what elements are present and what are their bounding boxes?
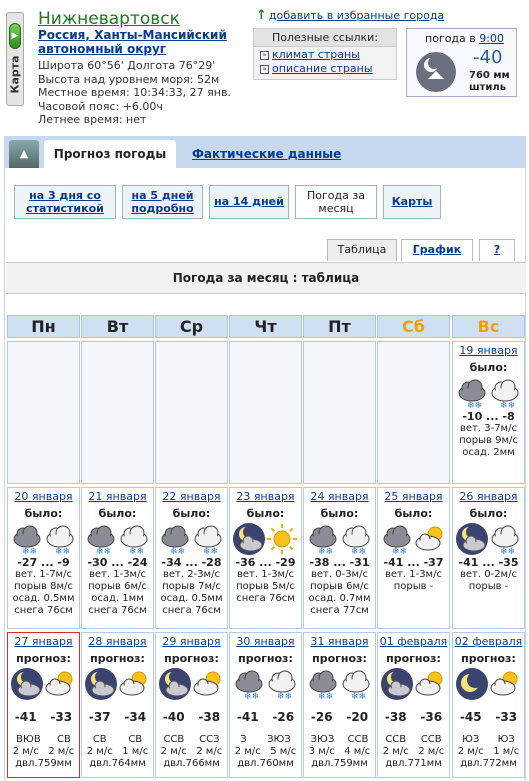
- main-tabbar: [4, 136, 526, 168]
- empty-day-cell: [7, 341, 80, 484]
- subtab-14days-label[interactable]: на 14 дней: [214, 195, 284, 208]
- day-kind-label: прогноз:: [238, 652, 293, 665]
- wind-dir-night: ЗЮЗ: [310, 734, 335, 745]
- day-detail-line: порыв -: [393, 581, 434, 592]
- svg-text:❄❄: ❄❄: [392, 547, 408, 556]
- day-date-link[interactable]: 27 января: [14, 635, 73, 648]
- day-date-link[interactable]: 25 января: [384, 490, 443, 503]
- svg-text:❄❄: ❄❄: [170, 547, 186, 556]
- cloud-snow-icon: [158, 522, 192, 556]
- day-kind-label: было:: [246, 507, 285, 520]
- add-favorite-link[interactable]: добавить в избранные города: [268, 9, 445, 22]
- temp-day: -38: [198, 710, 221, 724]
- svg-text:❄❄: ❄❄: [500, 547, 516, 556]
- temp-min: -41: [383, 556, 404, 569]
- wind-speed-night: 2 м/с: [86, 746, 113, 757]
- day-icons: [82, 667, 153, 701]
- wind-dir-day: СВ: [57, 734, 71, 745]
- wind-speed-night: 2 м/с: [457, 746, 484, 757]
- wind-speed-night: 3 м/с: [308, 746, 335, 757]
- day-cell: [81, 632, 154, 778]
- wind-speed-night: 2 м/с: [12, 746, 39, 757]
- wind-speeds: [304, 746, 375, 758]
- day-detail-line: вет. 3-7м/с: [460, 423, 517, 434]
- wind-speed-day: 1 м/с: [493, 746, 520, 757]
- day-cell: [229, 487, 302, 629]
- wind-speed-day: 5 м/с: [270, 746, 297, 757]
- sun-cloud-icon: [43, 667, 77, 701]
- now-pressure: 760 мм: [469, 70, 510, 81]
- country-desc-link-text[interactable]: описание страны: [272, 62, 373, 75]
- temp-day: -20: [346, 710, 369, 724]
- day-temps: [156, 711, 227, 724]
- day-date-link[interactable]: 26 января: [459, 490, 518, 503]
- day-detail-line: порыв 6м/с: [88, 581, 147, 592]
- day-detail-line: вет. 2-3м/с: [163, 569, 220, 580]
- cloud-snow-icon: [84, 522, 118, 556]
- region-link[interactable]: Россия, Ханты-Мансийский автономный округ: [38, 28, 227, 56]
- wind-dir-night: ССВ: [163, 734, 185, 745]
- svg-text:❄❄: ❄❄: [500, 401, 516, 410]
- day-detail-line: порыв 5м/с: [236, 581, 295, 592]
- subtab-3days[interactable]: [14, 185, 116, 219]
- day-cell: [155, 487, 228, 629]
- temp-max: -31: [349, 556, 370, 569]
- day-kind-label: прогноз:: [164, 652, 219, 665]
- tab-forecast[interactable]: Прогноз погоды: [44, 140, 176, 168]
- wind-dir-night: ЮЗ: [462, 734, 480, 745]
- wind-speed-night: 2 м/с: [382, 746, 409, 757]
- temp-min: -34: [161, 556, 182, 569]
- day-detail-line: осад. 1мм: [91, 593, 144, 604]
- day-detail-line: осад. 0.5мм: [12, 593, 75, 604]
- moon-cloud-icon: [158, 667, 192, 701]
- day-icons: [453, 376, 524, 410]
- day-icons: [156, 522, 227, 556]
- day-detail-line: вет. 1-3м/с: [385, 569, 442, 580]
- cloud-snow-icon: [10, 522, 44, 556]
- wind-speed-day: 2 м/с: [196, 746, 223, 757]
- day-temps: -30 ... -24: [87, 556, 148, 569]
- day-detail-line: порыв 7м/с: [162, 581, 221, 592]
- arrow-up-icon: ↑: [256, 8, 267, 23]
- temp-day: -26: [272, 710, 295, 724]
- map-label: Карта: [8, 55, 22, 94]
- day-detail-line: порыв 6м/с: [310, 581, 369, 592]
- day-kind-label: прогноз:: [386, 652, 441, 665]
- wind-directions: [378, 734, 449, 746]
- day-cell: [229, 632, 302, 778]
- day-icons: [230, 522, 301, 556]
- weekday-header-1: Вт: [81, 315, 154, 338]
- day-detail-line: снега 76см: [162, 605, 221, 616]
- day-icons: [378, 667, 449, 701]
- day-detail-line: вет. 1-3м/с: [237, 569, 294, 580]
- useful-links-title: Полезные ссылки:: [254, 29, 396, 47]
- sun-icon: [265, 522, 299, 556]
- day-date-link[interactable]: 30 января: [236, 635, 295, 648]
- day-date-link[interactable]: 29 января: [162, 635, 221, 648]
- climate-link[interactable]: [254, 47, 396, 61]
- day-temps: -41 ... -35: [458, 556, 519, 569]
- empty-day-cell: [155, 341, 228, 484]
- temp-night: -26: [310, 710, 333, 724]
- day-date-link[interactable]: 02 февраля: [454, 635, 523, 648]
- day-detail-line: порыв 8м/с: [14, 581, 73, 592]
- temp-min: -27: [17, 556, 38, 569]
- view-chart-tab[interactable]: График: [401, 239, 473, 261]
- wind-speed-night: 2 м/с: [234, 746, 261, 757]
- temp-min: -41: [458, 556, 479, 569]
- pressure: двл.766мм: [163, 758, 220, 769]
- moon-cloud-icon: [232, 522, 266, 556]
- day-date-link[interactable]: 31 января: [310, 635, 369, 648]
- climate-link-text[interactable]: климат страны: [272, 48, 360, 61]
- day-temps: -34 ... -28: [161, 556, 222, 569]
- subtab-maps[interactable]: [383, 185, 441, 219]
- day-kind-label: прогноз:: [461, 652, 516, 665]
- moon-icon: [455, 667, 489, 701]
- day-kind-label: было:: [394, 507, 433, 520]
- day-kind-label: прогноз:: [90, 652, 145, 665]
- link-arrow-icon: »: [260, 51, 269, 60]
- temp-max: -28: [201, 556, 222, 569]
- svg-text:❄❄: ❄❄: [203, 547, 219, 556]
- day-temps: -41 ... -37: [383, 556, 444, 569]
- day-kind-label: было:: [98, 507, 137, 520]
- day-icons: [156, 667, 227, 701]
- dst-line: Летнее время: нет: [38, 113, 147, 126]
- wind-speeds: [8, 746, 79, 758]
- day-date-link[interactable]: 24 января: [310, 490, 369, 503]
- pressure: двл.771мм: [385, 758, 442, 769]
- day-icons: [453, 667, 524, 701]
- day-icons: [230, 667, 301, 701]
- day-cell: [7, 632, 80, 778]
- wind-dir-night: З: [240, 734, 247, 745]
- temp-night: -38: [384, 710, 407, 724]
- svg-text:❄❄: ❄❄: [55, 547, 71, 556]
- wind-speeds: [453, 746, 524, 758]
- empty-day-cell: [229, 341, 302, 484]
- cloud-snow-icon: [306, 667, 340, 701]
- day-kind-label: было:: [320, 507, 359, 520]
- pressure: двл.764мм: [89, 758, 146, 769]
- wind-directions: [82, 734, 153, 746]
- subtab-5days[interactable]: [122, 185, 203, 219]
- wind-directions: [453, 734, 524, 746]
- sun-cloud-icon: [413, 667, 447, 701]
- moon-cloud-icon: [84, 667, 118, 701]
- day-temps: -27 ... -9: [17, 556, 70, 569]
- day-detail-line: порыв -: [468, 581, 509, 592]
- pressure: двл.759мм: [311, 758, 368, 769]
- wind-directions: [8, 734, 79, 746]
- temp-max: -9: [57, 556, 70, 569]
- pressure: двл.759мм: [15, 758, 72, 769]
- day-date-link[interactable]: 28 января: [88, 635, 147, 648]
- empty-day-cell: [303, 341, 376, 484]
- temp-night: -45: [459, 710, 482, 724]
- map-tab[interactable]: [6, 12, 24, 106]
- add-favorite[interactable]: [256, 8, 444, 23]
- now-wind: штиль: [469, 82, 507, 93]
- view-table-tab[interactable]: Таблица: [327, 239, 397, 261]
- wind-speeds: [378, 746, 449, 758]
- empty-day-cell: [81, 341, 154, 484]
- day-temps: [453, 711, 524, 724]
- local-time-line: Местное время: 10:34:33, 27 янв.: [38, 86, 231, 99]
- country-desc-link[interactable]: [254, 61, 396, 75]
- temp-min: -38: [309, 556, 330, 569]
- cloud-snow-icon: [455, 376, 489, 410]
- wind-dir-day: СВ: [128, 734, 143, 745]
- temp-day: -36: [420, 710, 443, 724]
- day-cell: [81, 487, 154, 629]
- cloud-snow-icon: [306, 522, 340, 556]
- snow-icon: [191, 522, 225, 556]
- day-kind-label: было:: [469, 361, 508, 374]
- wind-speeds: [156, 746, 227, 758]
- temp-min: -30: [87, 556, 108, 569]
- temp-max: -37: [423, 556, 444, 569]
- useful-links-box: [253, 28, 397, 80]
- day-icons: [304, 522, 375, 556]
- temp-night: -41: [14, 710, 37, 724]
- day-detail-line: вет. 0-2м/с: [460, 569, 517, 580]
- moon-snow-icon: [415, 51, 457, 93]
- day-kind-label: прогноз:: [16, 652, 71, 665]
- svg-text:❄❄: ❄❄: [22, 547, 38, 556]
- wind-speed-day: 1 м/с: [122, 746, 149, 757]
- wind-speed-night: 2 м/с: [160, 746, 187, 757]
- day-date-link[interactable]: 01 февраля: [379, 635, 448, 648]
- weekday-header-2: Ср: [155, 315, 228, 338]
- wind-speed-day: 2 м/с: [418, 746, 445, 757]
- wind-dir-night: ССВ: [385, 734, 407, 745]
- day-temps: [8, 711, 79, 724]
- tab-actual[interactable]: Фактические данные: [192, 147, 342, 161]
- link-arrow-icon: »: [260, 65, 269, 74]
- svg-text:❄❄: ❄❄: [129, 547, 145, 556]
- triangle-up-icon: ▲: [19, 147, 29, 160]
- day-detail-line: вет. 0-3м/с: [311, 569, 368, 580]
- svg-text:❄❄: ❄❄: [467, 401, 483, 410]
- city-name-link[interactable]: Нижневартовск: [38, 9, 180, 29]
- svg-text:❄❄: ❄❄: [277, 692, 293, 701]
- view-help-tab[interactable]: ?: [479, 239, 515, 261]
- now-time-link[interactable]: 9:00: [479, 32, 504, 45]
- day-cell: [452, 632, 525, 778]
- wind-speed-day: 4 м/с: [344, 746, 371, 757]
- day-icons: [8, 522, 79, 556]
- snow-icon: [339, 667, 373, 701]
- day-detail-line: осад. 0.7мм: [308, 593, 371, 604]
- snow-icon: [488, 522, 522, 556]
- day-date-link[interactable]: 21 января: [88, 490, 147, 503]
- wind-speeds: [82, 746, 153, 758]
- day-detail-line: снега 76см: [236, 593, 295, 604]
- day-detail-line: осад. 2мм: [462, 447, 515, 458]
- svg-text:❄❄: ❄❄: [244, 692, 260, 701]
- day-detail-line: снега 76см: [88, 605, 147, 616]
- subtab-month-label: Погода за месяц: [307, 189, 365, 215]
- day-date-link[interactable]: 19 января: [459, 344, 518, 357]
- day-cell: [303, 487, 376, 629]
- snow-icon: [265, 667, 299, 701]
- temp-day: -33: [50, 710, 73, 724]
- subtab-14days[interactable]: [209, 185, 289, 219]
- day-temps: -36 ... -29: [235, 556, 296, 569]
- day-detail-line: осад. 0.5мм: [160, 593, 223, 604]
- snow-icon: [117, 522, 151, 556]
- location-info: [38, 59, 231, 127]
- day-icons: [453, 522, 524, 556]
- day-temps: [230, 711, 301, 724]
- temp-max: -35: [498, 556, 519, 569]
- wind-dir-day: ЗЮЗ: [267, 734, 291, 745]
- pressure: двл.772мм: [460, 758, 517, 769]
- temp-max: -24: [127, 556, 148, 569]
- day-detail-line: порыв 9м/с: [459, 435, 518, 446]
- temp-min: -36: [235, 556, 256, 569]
- moon-cloud-icon: [10, 667, 44, 701]
- temp-max: -8: [502, 410, 515, 423]
- svg-text:❄❄: ❄❄: [351, 547, 367, 556]
- wind-dir-day: ЮЗ: [497, 734, 515, 745]
- day-temps: [378, 711, 449, 724]
- temp-night: -37: [88, 710, 111, 724]
- wind-speed-day: 2 м/с: [48, 746, 75, 757]
- subtab-month[interactable]: [295, 185, 377, 219]
- moon-cloud-icon: [455, 522, 489, 556]
- now-label: погода в: [425, 32, 476, 45]
- pressure: двл.760мм: [237, 758, 294, 769]
- temp-night: -40: [162, 710, 185, 724]
- sun-cloud-icon: [117, 667, 151, 701]
- svg-text:❄❄: ❄❄: [96, 547, 112, 556]
- day-cell: [303, 632, 376, 778]
- wind-dir-night: СВ: [92, 734, 107, 745]
- day-detail-line: снега 76см: [14, 605, 73, 616]
- cloud-snow-icon: [380, 522, 414, 556]
- coords-line: Широта 60°56' Долгота 76°29': [38, 59, 216, 72]
- subtab-maps-label[interactable]: Карты: [391, 195, 433, 208]
- wind-dir-day: ССЗ: [199, 734, 220, 745]
- day-cell: [452, 341, 525, 484]
- day-cell: [377, 487, 450, 629]
- current-weather-box: [406, 28, 517, 97]
- cloud-snow-icon: [232, 667, 266, 701]
- day-kind-label: было:: [469, 507, 508, 520]
- svg-text:❄❄: ❄❄: [351, 692, 367, 701]
- day-temps: [304, 711, 375, 724]
- day-detail-line: снега 77см: [310, 605, 369, 616]
- month-table-title: Погода за месяц : таблица: [6, 262, 526, 294]
- day-icons: [8, 667, 79, 701]
- day-cell: [452, 487, 525, 629]
- temp-min: -10: [462, 410, 483, 423]
- moon-cloud-icon: [380, 667, 414, 701]
- timezone-line: Часовой пояс: +6.00ч: [38, 99, 163, 113]
- temp-max: -29: [275, 556, 296, 569]
- wind-dir-day: ССВ: [347, 734, 369, 745]
- day-cell: [155, 632, 228, 778]
- temp-day: -33: [495, 710, 518, 724]
- collapse-tab[interactable]: [9, 140, 39, 168]
- wind-directions: [156, 734, 227, 746]
- weekday-header-6: Вс: [452, 315, 525, 338]
- weekday-header-4: Пт: [303, 315, 376, 338]
- empty-day-cell: [377, 341, 450, 484]
- day-date-link[interactable]: 23 января: [236, 490, 295, 503]
- wind-dir-night: ВЮВ: [16, 734, 41, 745]
- wind-dir-day: ССВ: [420, 734, 442, 745]
- svg-text:❄❄: ❄❄: [318, 547, 334, 556]
- now-temperature: -40: [473, 47, 503, 68]
- subtab-3days-label[interactable]: на 3 дня со статистикой: [26, 189, 104, 215]
- day-temps: [82, 711, 153, 724]
- svg-text:❄❄: ❄❄: [318, 692, 334, 701]
- day-kind-label: было:: [24, 507, 63, 520]
- day-kind-label: прогноз:: [312, 652, 367, 665]
- temp-night: -41: [236, 710, 259, 724]
- snow-icon: [43, 522, 77, 556]
- subtab-5days-label[interactable]: на 5 дней подробно: [131, 189, 194, 215]
- day-date-link[interactable]: 22 января: [162, 490, 221, 503]
- day-detail-line: вет. 1-3м/с: [89, 569, 146, 580]
- snow-icon: [488, 376, 522, 410]
- sun-cloud-icon: [413, 522, 447, 556]
- day-temps: -10 ... -8: [462, 410, 515, 423]
- day-icons: [304, 667, 375, 701]
- wind-directions: [230, 734, 301, 746]
- weekday-header-3: Чт: [229, 315, 302, 338]
- weekday-header-0: Пн: [7, 315, 80, 338]
- day-icons: [82, 522, 153, 556]
- day-temps: -38 ... -31: [309, 556, 370, 569]
- sun-cloud-icon: [488, 667, 522, 701]
- sun-cloud-icon: [191, 667, 225, 701]
- day-date-link[interactable]: 20 января: [14, 490, 73, 503]
- day-cell: [7, 487, 80, 629]
- snow-icon: [339, 522, 373, 556]
- expand-arrow-icon[interactable]: ▶: [9, 23, 21, 49]
- day-detail-line: вет. 1-7м/с: [15, 569, 72, 580]
- day-icons: [378, 522, 449, 556]
- temp-day: -34: [124, 710, 147, 724]
- day-kind-label: было:: [172, 507, 211, 520]
- weekday-header-5: Сб: [377, 315, 450, 338]
- wind-directions: [304, 734, 375, 746]
- wind-speeds: [230, 746, 301, 758]
- day-cell: [377, 632, 450, 778]
- altitude-line: Высота над уровнем моря: 52м: [38, 72, 220, 86]
